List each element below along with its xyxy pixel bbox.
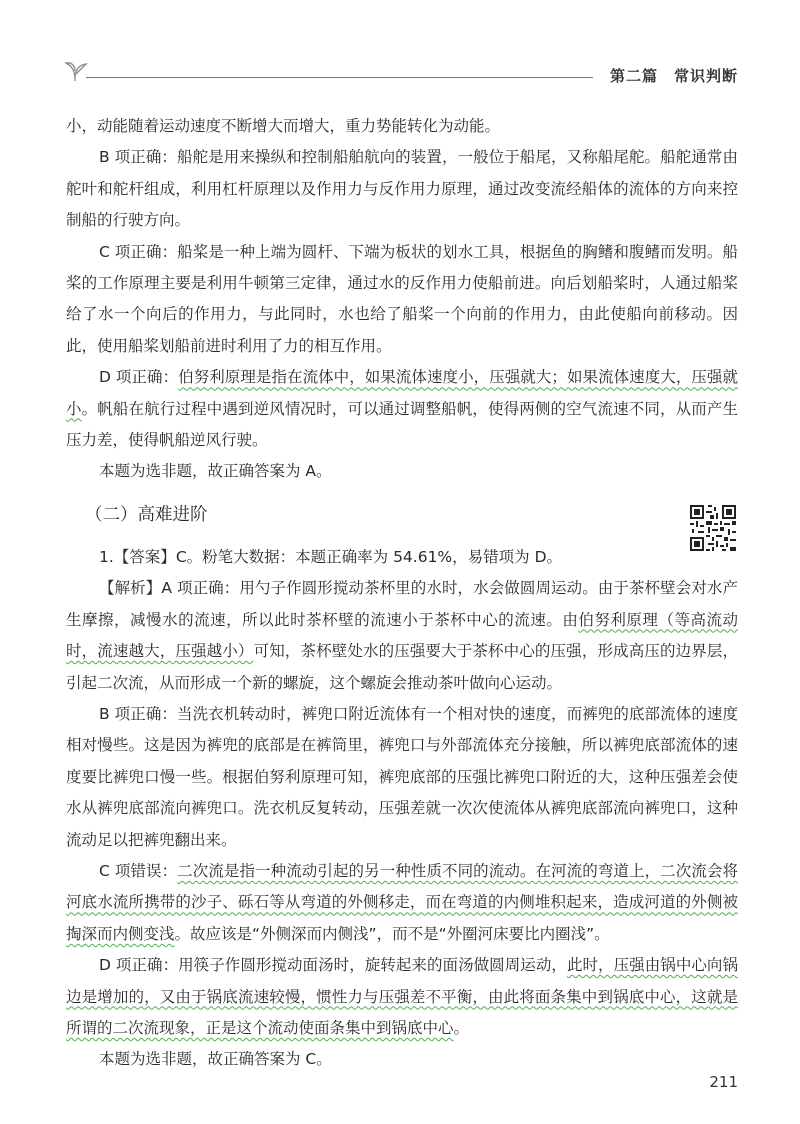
analysis-label: 【解析】 (99, 579, 162, 598)
option-b-paragraph: B 项正确：船舵是用来操纵和控制船舶航向的装置，一般位于船尾，又称船尾舵。船舵通常由舵叶和舵杆组成，利用杠杆原理以及作用力与反作用力原理，通过改变流经船体的流体的方向来控制船的行驶方向。 (66, 148, 738, 230)
option-d-rest: 。帆船在航行过程中遇到逆风情况时，可以通过调整船帆，使得两侧的空气流速不同，从而产生压力差，使得帆船逆风行驶。 (66, 399, 738, 450)
header-rule (86, 77, 593, 78)
leaf-icon (62, 56, 90, 82)
answer-label: 【答案】 (113, 547, 176, 566)
answer-paragraph-1: 本题为选非题，故正确答案为 A。 (99, 462, 332, 481)
answer-paragraph-2: 本题为选非题，故正确答案为 C。 (99, 1050, 332, 1069)
analysis-option-c-paragraph (66, 856, 738, 950)
intro-paragraph: 小，动能随着运动速度不断增大而增大，重力势能转化为动能。 (66, 117, 501, 135)
qr-code-icon[interactable] (688, 503, 738, 553)
page-header (62, 56, 738, 84)
page-number: 211 (709, 1073, 738, 1091)
option-c-prefix: C 项错误： (99, 861, 178, 880)
analysis-option-d-paragraph (66, 950, 738, 1044)
underlined-text: 伯努利原理（等高流动时，流速越大，压强越小） (66, 610, 738, 661)
question-1-answer (66, 542, 738, 573)
answer-text: C。粉笔大数据：本题正确率为 54.61%，易错项为 D。 (175, 547, 563, 566)
underlined-text: 二次流是指一种流动引起的另一种性质不同的流动。在河流的弯道上，二次流会将河底水流所携带的沙子、砾石等从弯道的外侧移走，而在弯道的内侧堆积起来，造成河道的外侧被掏深而内侧变浅 (66, 861, 738, 943)
analysis-option-a-paragraph (66, 573, 738, 699)
option-d-prefix: D 项正确：用筷子作圆形搅动面汤时，旋转起来的面汤做圆周运动， (99, 956, 567, 975)
option-d-paragraph (66, 362, 738, 456)
option-a-rest: 可知，茶杯壁处水的压强要大于茶杯中心的压强，形成高压的边界层，引起二次流，从而形成一个新的螺旋，这个螺旋会推动茶叶做向心运动。 (66, 642, 738, 692)
option-c-paragraph: C 项正确：船桨是一种上端为圆杆、下端为板状的划水工具，根据鱼的胸鳍和腹鳍而发明。船桨的工作原理主要是利用牛顿第三定律，通过水的反作用力使船前进。向后划船桨时，人通过船桨给了水一个向后的作用力，与此同时，水也给了船桨一个向前的作用力，由此使船向前移动。因此，使用船桨划船前进时利用了力的相互作用。 (66, 242, 738, 355)
option-d-rest: 。 (453, 1018, 470, 1037)
page-body (66, 111, 738, 1076)
section-heading: （二）高难进阶 (85, 504, 208, 525)
option-d-prefix: D 项正确： (99, 368, 179, 387)
option-c-rest: 。故应该是“外侧深而内侧浅”，而不是“外圈河床要比内圈浅”。 (174, 924, 610, 943)
underlined-text: 此时，压强由锅中心向锅边是增加的，又由于锅底流速较慢，惯性力与压强差不平衡，由此将面条集中到锅底中心，这就是所谓的二次流现象，正是这个流动使面条集中到锅底中心 (66, 956, 738, 1037)
question-number: 1. (99, 547, 114, 566)
section-title: 第二篇 常识判断 (609, 67, 738, 85)
option-a-text: A 项正确：用勺子作圆形搅动茶杯里的水时，水会做圆周运动。由于茶杯壁会对水产生摩擦，减慢水的流速，所以此时茶杯壁的流速小于茶杯中心的流速。由 (66, 579, 738, 629)
underlined-text: 伯努利原理是指在流体中，如果流体速度小，压强就大；如果流体速度大，压强就小 (66, 368, 738, 418)
analysis-option-b-paragraph: B 项正确：当洗衣机转动时，裤兜口附近流体有一个相对快的速度，而裤兜的底部流体的速度相对慢些。这是因为裤兜的底部是在裤筒里，裤兜口与外部流体充分接触，所以裤兜底部流体的速度要比裤兜口慢一些。根据伯努利原理可知，裤兜底部的压强比裤兜口附近的大，这种压强差会使水从裤兜底部流向裤兜口。洗衣机反复转动，压强差就一次次使流体从裤兜底部流向裤兜口，这种流动足以把裤兜翻出来。 (66, 704, 738, 849)
